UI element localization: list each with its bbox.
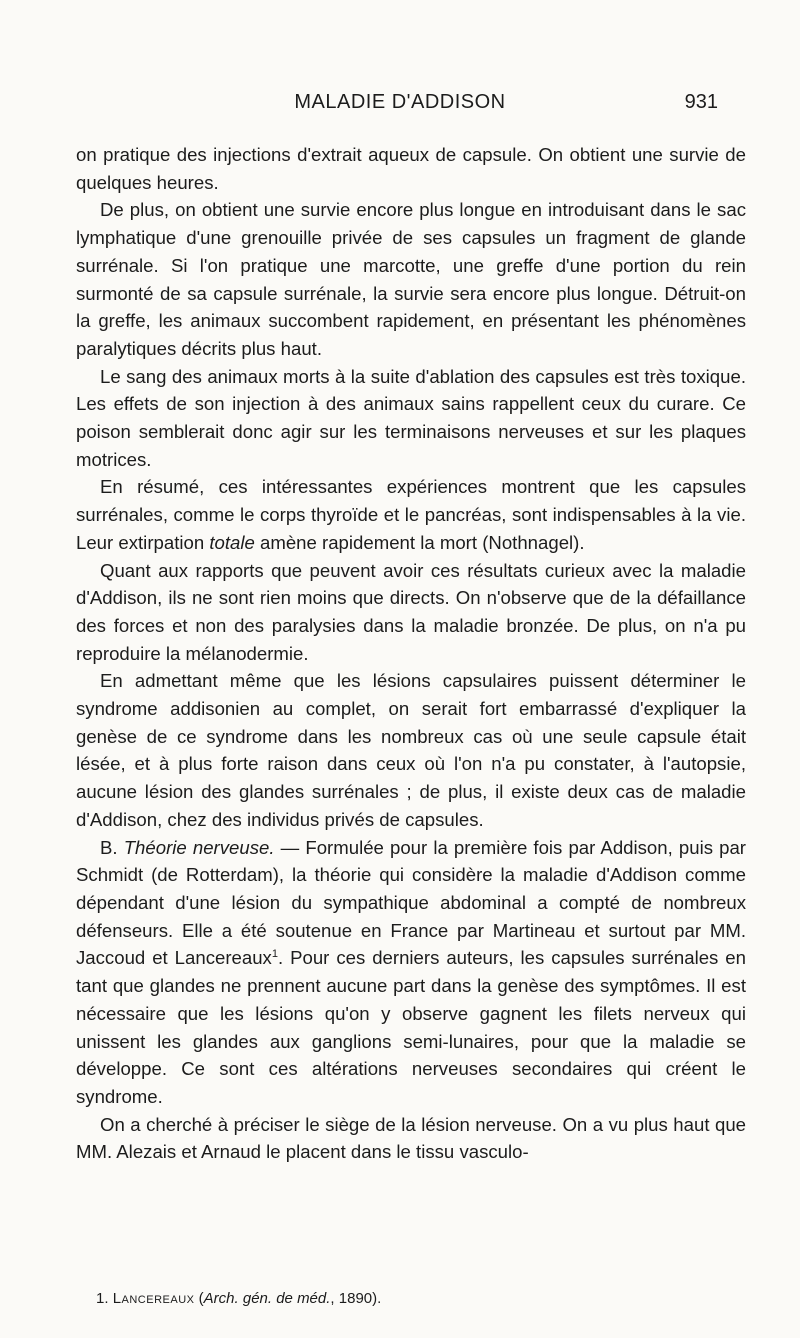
footnote-source-open: ( [194, 1290, 204, 1307]
paragraph-4-text-b: amène rapidement la mort (Nothnagel). [254, 531, 585, 553]
paragraph-2: De plus, on obtient une survie encore plus longue en introduisant dans le sac lymphatique d'une grenouille privée de ses capsules un fragment de glande surrénale. Si l'on pratique une marcotte, une greffe d'une portion du rein surmonté de sa capsule surrénale, la survie sera encore plus longue. Détruit-on la greffe, les animaux succombent rapidement, en présentant les phénomènes paralytiques décrits plus haut. [76, 199, 746, 359]
paragraph-1: on pratique des injections d'extrait aqueux de capsule. On obtient une survie de quelques heures. [76, 144, 746, 193]
footnote-source-close: , 1890). [330, 1290, 382, 1307]
footnote-author: Lancereaux [112, 1290, 195, 1307]
paragraph-7-text-a: — Formulée pour la première fois par Addison, puis par Schmidt (de Rotterdam), la théorie qui considère la maladie d'Addison comme dépendant d'une lésion du sympathique abdominal a compté de nombreux défenseurs. Elle a été soutenue en France par Martineau et surtout par MM. Jaccoud et Lancereaux [76, 836, 746, 969]
paragraph-7-text-b: . Pour ces derniers auteurs, les capsules surrénales en tant que glandes ne prennent aucune part dans la genèse des symptômes. Il est nécessaire que les lésions qu'on y observe gagnent les filets nerveux qui unissent les glandes aux ganglions semi-lunaires, pour que la maladie se développe. Ce sont ces altérations nerveuses secondaires qui créent le syndrome. [76, 947, 746, 1107]
paragraph-3: Le sang des animaux morts à la suite d'ablation des capsules est très toxique. Les effets de son injection à des animaux sains rappellent ceux du curare. Ce poison semblerait donc agir sur les terminaisons nerveuses et sur les plaques motrices. [76, 365, 746, 470]
section-title: Théorie nerveuse. [123, 836, 275, 858]
paragraph-4-text-a: En résumé, ces intéressantes expériences montrent que les capsules surrénales, comme le corps thyroïde et le pancréas, sont indispensables à la vie. Leur extirpation [76, 476, 746, 553]
footnote-reference[interactable]: 1 [271, 948, 278, 961]
page-header [0, 91, 800, 121]
paragraph-4-emphasis: totale [209, 531, 255, 553]
body-text [76, 141, 746, 1166]
paragraph-6: En admettant même que les lésions capsulaires puissent déterminer le syndrome addisonien au complet, on serait fort embarrassé d'expliquer la genèse de ce syndrome dans les nombreux cas où une seule capsule était lésée, et à plus forte raison dans ceux où l'on n'a pu constater, à l'autopsie, aucune lésion des glandes surrénales ; de plus, il existe deux cas de maladie d'Addison, chez des individus privés de capsules. [76, 670, 746, 830]
running-head: MALADIE D'ADDISON [294, 91, 506, 113]
paragraph-4 [76, 473, 746, 556]
footnote-number: 1. [96, 1290, 113, 1307]
paragraph-7 [76, 834, 746, 1111]
footnote-source: Arch. gén. de méd. [203, 1290, 331, 1307]
section-label: B. [100, 836, 124, 858]
paragraph-8: On a cherché à préciser le siège de la lésion nerveuse. On a vu plus haut que MM. Alezais et Arnaud le placent dans le tissu vasculo- [76, 1113, 746, 1163]
footnote [96, 1289, 736, 1309]
paragraph-5: Quant aux rapports que peuvent avoir ces résultats curieux avec la maladie d'Addison, ils ne sont rien moins que directs. On n'observe que de la défaillance des forces et non des paralysies dans la maladie bronzée. De plus, on n'a pu reproduire la mélanodermie. [76, 559, 746, 664]
page-number: 931 [684, 91, 718, 113]
